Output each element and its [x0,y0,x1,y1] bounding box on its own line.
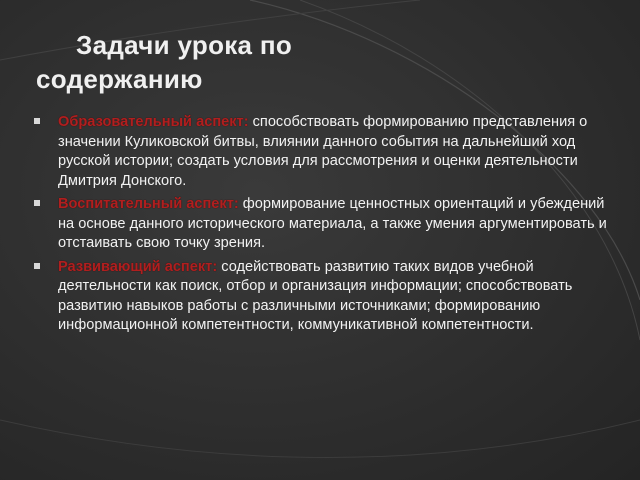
aspect-text-developing: содействовать развитию таких видов учебной деятельности как поиск, отбор и организация информации; способствовать развитию навыков работы с различными источниками; формированию информационной компетентности, коммуникативной компетентности. [58,258,573,333]
arc-decoration-4 [0,420,640,458]
aspect-label-upbringing: Воспитательный аспект: [58,196,239,212]
aspect-label-educational: Образовательный аспект: [58,114,249,130]
bullet-icon [34,118,40,124]
bullet-icon [34,200,40,206]
list-item-developing [34,258,614,336]
slide-title [36,28,596,96]
tasks-list [34,113,614,340]
aspect-label-developing: Развивающий аспект: [58,258,218,275]
aspect-text-educational: способствовать формированию представления о значении Куликовской битвы, влиянии данного события на дальнейший ход русской истории; создать условия для рассмотрения и оценки деятельности Дмитрия Донского. [58,114,588,189]
aspect-text-upbringing: формирование ценностных ориентаций и убеждений на основе данного исторического материала, а также умения аргументировать и отстаивать свою точку зрения. [58,196,607,251]
list-item-educational [34,113,614,191]
list-item-upbringing [34,195,614,254]
title-line-1 [36,28,596,62]
bullet-icon [34,263,40,269]
title-line-2: содержанию [36,64,203,94]
title-text-1: Задачи урока по [76,30,293,60]
